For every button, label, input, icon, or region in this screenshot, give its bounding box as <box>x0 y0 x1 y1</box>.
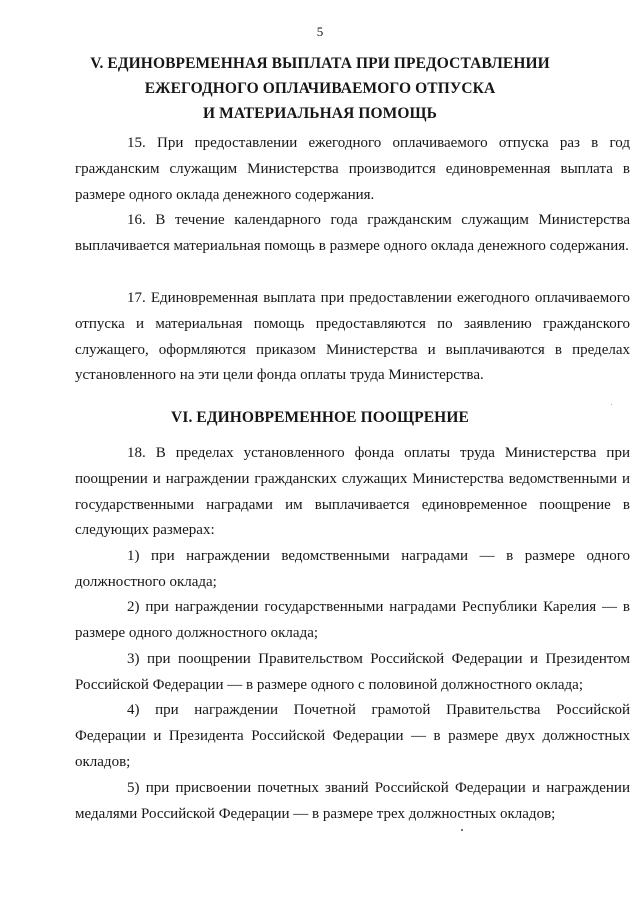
paragraph-16: 16. В течение календарного года гражданским служащим Министерства выплачивается материальная помощь в размере одного оклада денежного содержания. <box>75 212 630 254</box>
section-5-heading-line-2: ЕЖЕГОДНОГО ОПЛАЧИВАЕМОГО ОТПУСКА <box>144 80 496 97</box>
scan-speck <box>461 829 463 831</box>
paragraph-17: 17. Единовременная выплата при предоставлении ежегодного оплачиваемого отпуска и материальная помощь предоставляются по заявлению гражданского служащего, оформляются приказом Министерства и выплачиваются в пределах установленного на эти цели фонда оплаты труда Министерства. <box>75 290 630 384</box>
scan-speck <box>611 404 612 405</box>
list-item-4: 4) при награждении Почетной грамотой Правительства Российской Федерации и Президента Российской Федерации — в размере двух должностных окладов; <box>75 702 630 770</box>
paragraph-18: 18. В пределах установленного фонда оплаты труда Министерства при поощрении и награждении гражданских служащих Министерства ведомственными и государственными наградами им выплачивается единовременное поощрение в следующих размерах: <box>75 445 630 539</box>
list-item-5: 5) при присвоении почетных званий Российской Федерации и награждении медалями Российской Федерации — в размере трех должностных окладов; <box>75 780 630 822</box>
list-item-3: 3) при поощрении Правительством Российской Федерации и Президентом Российской Федерации — в размере одного с половиной должностного оклада; <box>75 651 630 693</box>
section-5-heading-line-1: V. ЕДИНОВРЕМЕННАЯ ВЫПЛАТА ПРИ ПРЕДОСТАВЛЕНИИ <box>90 55 550 72</box>
section-5-heading <box>0 51 640 126</box>
list-item-1: 1) при награждении ведомственными наградами — в размере одного должностного оклада; <box>75 548 630 590</box>
section-5-heading-line-3: И МАТЕРИАЛЬНАЯ ПОМОЩЬ <box>202 105 438 122</box>
paragraph-15: 15. При предоставлении ежегодного оплачиваемого отпуска раз в год гражданским служащим Министерства производится единовременная выплата в размере одного оклада денежного содержания. <box>75 135 630 203</box>
section-6-heading: VI. ЕДИНОВРЕМЕННОЕ ПООЩРЕНИЕ <box>171 409 469 426</box>
page-number: 5 <box>316 24 324 39</box>
list-item-2: 2) при награждении государственными наградами Республики Карелия — в размере одного должностного оклада; <box>75 599 630 641</box>
